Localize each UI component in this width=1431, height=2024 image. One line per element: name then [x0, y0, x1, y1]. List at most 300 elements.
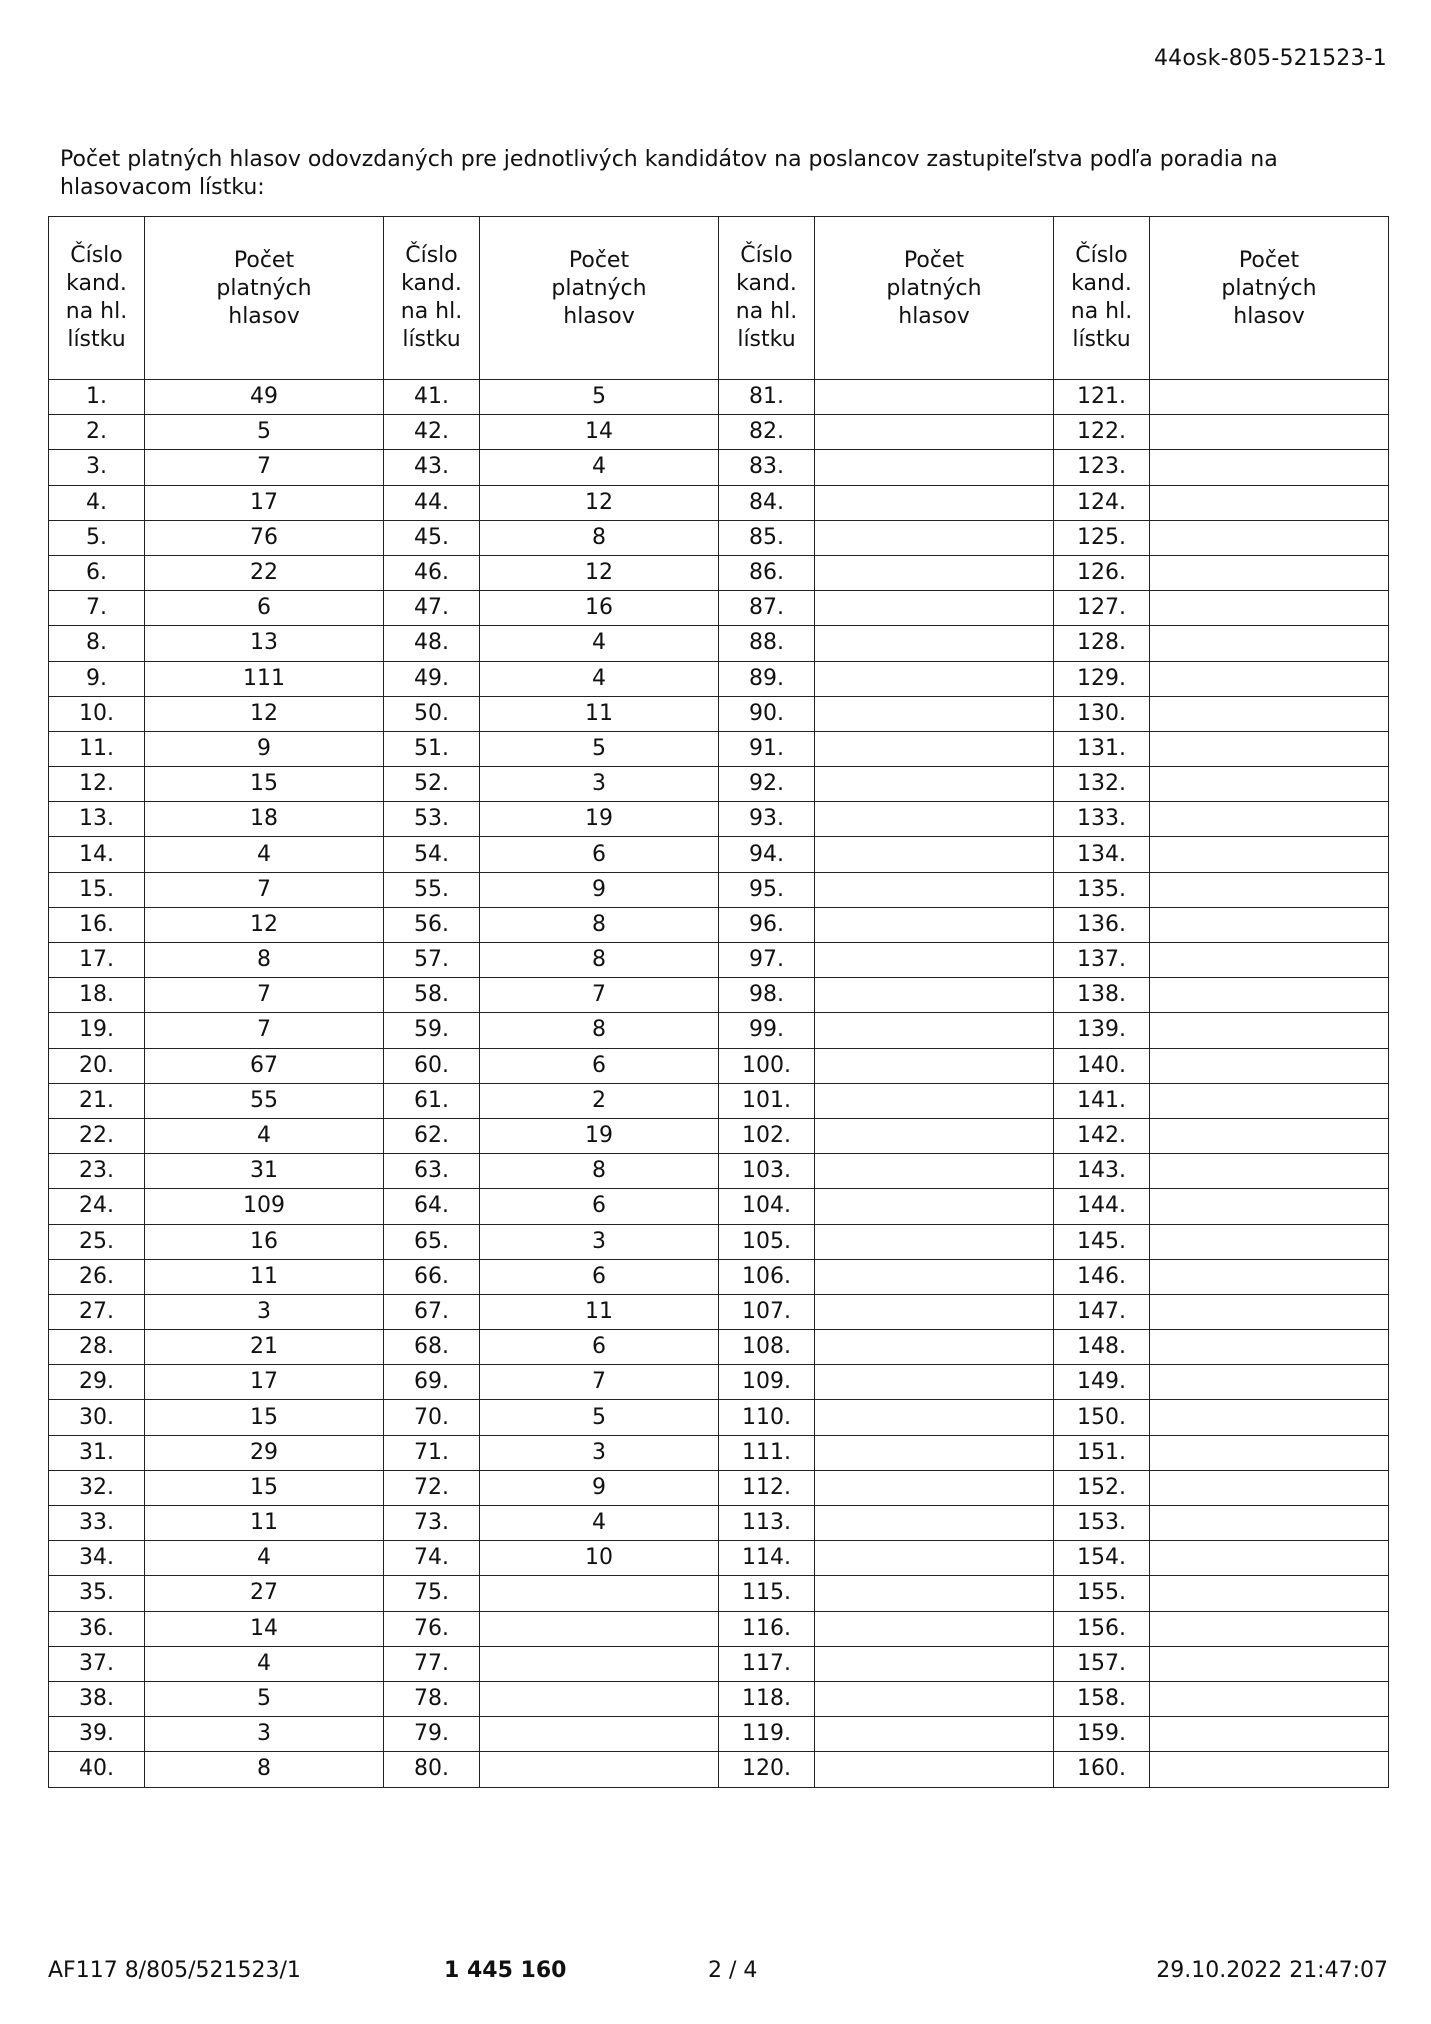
table-row	[49, 520, 1389, 555]
candidate-number: 47.	[384, 591, 480, 626]
candidate-number: 82.	[719, 415, 815, 450]
table-row	[49, 415, 1389, 450]
valid-votes	[815, 837, 1054, 872]
intro-text: Počet platných hlasov odovzdaných pre jednotlivých kandidátov na poslancov zastupiteľstva podľa poradia na hlasovacom lístku:	[60, 147, 1278, 200]
valid-votes: 19	[480, 802, 719, 837]
table-row	[49, 1576, 1389, 1611]
valid-votes: 6	[480, 837, 719, 872]
candidate-number: 131.	[1054, 731, 1150, 766]
header-line: Číslo	[1075, 243, 1128, 268]
candidate-number: 83.	[719, 450, 815, 485]
header-line: Číslo	[405, 243, 458, 268]
valid-votes: 8	[145, 943, 384, 978]
candidate-number: 76.	[384, 1611, 480, 1646]
table-row	[49, 837, 1389, 872]
candidate-number: 84.	[719, 485, 815, 520]
valid-votes	[1150, 591, 1389, 626]
header-valid-votes	[480, 217, 719, 380]
valid-votes: 12	[480, 555, 719, 590]
valid-votes	[815, 1576, 1054, 1611]
valid-votes: 17	[145, 1365, 384, 1400]
candidate-number: 32.	[49, 1470, 145, 1505]
valid-votes: 4	[480, 450, 719, 485]
candidate-number: 43.	[384, 450, 480, 485]
valid-votes	[1150, 520, 1389, 555]
valid-votes: 16	[480, 591, 719, 626]
candidate-number: 64.	[384, 1189, 480, 1224]
candidate-number: 92.	[719, 767, 815, 802]
header-line: na hl.	[65, 299, 128, 324]
control-number: 1 445 160	[444, 1958, 567, 1983]
candidate-number: 2.	[49, 415, 145, 450]
table-row	[49, 1365, 1389, 1400]
candidate-number: 72.	[384, 1470, 480, 1505]
candidate-number: 137.	[1054, 943, 1150, 978]
table-row	[49, 1541, 1389, 1576]
valid-votes: 3	[145, 1717, 384, 1752]
valid-votes	[480, 1752, 719, 1787]
valid-votes: 111	[145, 661, 384, 696]
candidate-number: 22.	[49, 1118, 145, 1153]
valid-votes	[1150, 1611, 1389, 1646]
candidate-number: 154.	[1054, 1541, 1150, 1576]
candidate-number: 42.	[384, 415, 480, 450]
candidate-number: 21.	[49, 1083, 145, 1118]
valid-votes: 9	[145, 731, 384, 766]
valid-votes	[1150, 907, 1389, 942]
valid-votes	[1150, 1189, 1389, 1224]
valid-votes	[1150, 943, 1389, 978]
candidate-number: 122.	[1054, 415, 1150, 450]
table-row	[49, 978, 1389, 1013]
valid-votes: 7	[145, 1013, 384, 1048]
valid-votes: 15	[145, 767, 384, 802]
candidate-number: 104.	[719, 1189, 815, 1224]
header-line: lístku	[402, 327, 461, 352]
valid-votes: 55	[145, 1083, 384, 1118]
candidate-number: 126.	[1054, 555, 1150, 590]
valid-votes: 27	[145, 1576, 384, 1611]
candidate-number: 89.	[719, 661, 815, 696]
valid-votes	[815, 1506, 1054, 1541]
table-row	[49, 1154, 1389, 1189]
valid-votes: 3	[145, 1294, 384, 1329]
candidate-number: 15.	[49, 872, 145, 907]
valid-votes: 21	[145, 1330, 384, 1365]
valid-votes	[815, 1365, 1054, 1400]
candidate-number: 33.	[49, 1506, 145, 1541]
table-row	[49, 1506, 1389, 1541]
candidate-number: 35.	[49, 1576, 145, 1611]
candidate-number: 129.	[1054, 661, 1150, 696]
candidate-number: 49.	[384, 661, 480, 696]
candidate-number: 86.	[719, 555, 815, 590]
valid-votes	[1150, 1470, 1389, 1505]
valid-votes: 12	[145, 696, 384, 731]
candidate-number: 14.	[49, 837, 145, 872]
candidate-number: 160.	[1054, 1752, 1150, 1787]
table-row	[49, 907, 1389, 942]
candidate-number: 128.	[1054, 626, 1150, 661]
candidate-number: 41.	[384, 380, 480, 415]
header-line: hlasov	[563, 304, 635, 329]
valid-votes: 4	[480, 1506, 719, 1541]
candidate-number: 85.	[719, 520, 815, 555]
valid-votes	[1150, 555, 1389, 590]
candidate-number: 93.	[719, 802, 815, 837]
valid-votes	[815, 1681, 1054, 1716]
valid-votes	[815, 1224, 1054, 1259]
valid-votes: 49	[145, 380, 384, 415]
candidate-number: 65.	[384, 1224, 480, 1259]
candidate-number: 106.	[719, 1259, 815, 1294]
valid-votes	[815, 767, 1054, 802]
valid-votes: 3	[480, 1435, 719, 1470]
table-row	[49, 1400, 1389, 1435]
table-row	[49, 1717, 1389, 1752]
candidate-number: 17.	[49, 943, 145, 978]
header-candidate-number	[1054, 217, 1150, 380]
valid-votes: 2	[480, 1083, 719, 1118]
candidate-number: 151.	[1054, 1435, 1150, 1470]
candidate-number: 138.	[1054, 978, 1150, 1013]
candidate-number: 74.	[384, 1541, 480, 1576]
candidate-number: 58.	[384, 978, 480, 1013]
candidate-number: 11.	[49, 731, 145, 766]
candidate-number: 136.	[1054, 907, 1150, 942]
valid-votes: 8	[480, 520, 719, 555]
valid-votes	[815, 1646, 1054, 1681]
valid-votes: 9	[480, 1470, 719, 1505]
candidate-number: 73.	[384, 1506, 480, 1541]
valid-votes	[1150, 767, 1389, 802]
valid-votes: 4	[145, 837, 384, 872]
valid-votes: 6	[480, 1259, 719, 1294]
valid-votes: 11	[480, 696, 719, 731]
candidate-number: 60.	[384, 1048, 480, 1083]
candidate-number: 109.	[719, 1365, 815, 1400]
header-line: hlasov	[1233, 304, 1305, 329]
header-line: lístku	[737, 327, 796, 352]
valid-votes	[480, 1576, 719, 1611]
valid-votes: 22	[145, 555, 384, 590]
valid-votes: 8	[480, 1154, 719, 1189]
valid-votes	[815, 802, 1054, 837]
valid-votes: 3	[480, 767, 719, 802]
header-line: kand.	[736, 271, 797, 296]
valid-votes	[815, 555, 1054, 590]
table-row	[49, 555, 1389, 590]
candidate-number: 135.	[1054, 872, 1150, 907]
valid-votes: 5	[145, 1681, 384, 1716]
candidate-number: 140.	[1054, 1048, 1150, 1083]
table-row	[49, 696, 1389, 731]
table-row	[49, 1048, 1389, 1083]
valid-votes	[1150, 626, 1389, 661]
valid-votes	[1150, 1013, 1389, 1048]
header-valid-votes	[145, 217, 384, 380]
valid-votes: 5	[480, 1400, 719, 1435]
table-row	[49, 1259, 1389, 1294]
candidate-number: 8.	[49, 626, 145, 661]
candidate-number: 54.	[384, 837, 480, 872]
candidate-number: 28.	[49, 1330, 145, 1365]
valid-votes	[815, 485, 1054, 520]
candidate-number: 111.	[719, 1435, 815, 1470]
candidate-number: 119.	[719, 1717, 815, 1752]
candidate-number: 158.	[1054, 1681, 1150, 1716]
valid-votes	[815, 1752, 1054, 1787]
candidate-number: 159.	[1054, 1717, 1150, 1752]
valid-votes: 8	[480, 943, 719, 978]
candidate-number: 4.	[49, 485, 145, 520]
table-row	[49, 872, 1389, 907]
header-candidate-number	[49, 217, 145, 380]
candidate-number: 98.	[719, 978, 815, 1013]
header-valid-votes	[1150, 217, 1389, 380]
candidate-number: 143.	[1054, 1154, 1150, 1189]
header-line: platných	[1221, 276, 1317, 301]
candidate-number: 108.	[719, 1330, 815, 1365]
candidate-number: 61.	[384, 1083, 480, 1118]
candidate-number: 79.	[384, 1717, 480, 1752]
table-row	[49, 943, 1389, 978]
candidate-number: 124.	[1054, 485, 1150, 520]
candidate-number: 3.	[49, 450, 145, 485]
valid-votes: 6	[480, 1048, 719, 1083]
candidate-number: 80.	[384, 1752, 480, 1787]
table-row	[49, 1083, 1389, 1118]
candidate-number: 36.	[49, 1611, 145, 1646]
candidate-number: 157.	[1054, 1646, 1150, 1681]
page-number: 2 / 4	[708, 1958, 758, 1983]
valid-votes	[1150, 837, 1389, 872]
valid-votes	[480, 1717, 719, 1752]
candidate-number: 125.	[1054, 520, 1150, 555]
candidate-number: 149.	[1054, 1365, 1150, 1400]
candidate-number: 25.	[49, 1224, 145, 1259]
candidate-number: 12.	[49, 767, 145, 802]
valid-votes: 18	[145, 802, 384, 837]
candidate-number: 9.	[49, 661, 145, 696]
candidate-number: 30.	[49, 1400, 145, 1435]
candidate-number: 56.	[384, 907, 480, 942]
valid-votes	[815, 1259, 1054, 1294]
valid-votes: 15	[145, 1400, 384, 1435]
valid-votes: 7	[145, 978, 384, 1013]
candidate-number: 39.	[49, 1717, 145, 1752]
candidate-number: 117.	[719, 1646, 815, 1681]
candidate-number: 139.	[1054, 1013, 1150, 1048]
candidate-number: 115.	[719, 1576, 815, 1611]
header-line: Číslo	[70, 243, 123, 268]
candidate-number: 70.	[384, 1400, 480, 1435]
candidate-number: 110.	[719, 1400, 815, 1435]
candidate-number: 94.	[719, 837, 815, 872]
valid-votes: 9	[480, 872, 719, 907]
candidate-number: 103.	[719, 1154, 815, 1189]
candidate-number: 38.	[49, 1681, 145, 1716]
valid-votes	[480, 1611, 719, 1646]
valid-votes	[815, 1541, 1054, 1576]
candidate-number: 19.	[49, 1013, 145, 1048]
candidate-number: 148.	[1054, 1330, 1150, 1365]
valid-votes	[815, 978, 1054, 1013]
table-row	[49, 661, 1389, 696]
candidate-number: 51.	[384, 731, 480, 766]
valid-votes	[815, 380, 1054, 415]
candidate-number: 121.	[1054, 380, 1150, 415]
valid-votes	[815, 591, 1054, 626]
header-candidate-number	[384, 217, 480, 380]
candidate-number: 6.	[49, 555, 145, 590]
candidate-number: 113.	[719, 1506, 815, 1541]
table-row	[49, 485, 1389, 520]
valid-votes	[1150, 1506, 1389, 1541]
valid-votes	[1150, 450, 1389, 485]
candidate-number: 116.	[719, 1611, 815, 1646]
valid-votes: 11	[145, 1506, 384, 1541]
valid-votes: 5	[480, 731, 719, 766]
candidate-number: 132.	[1054, 767, 1150, 802]
table-row	[49, 1646, 1389, 1681]
valid-votes	[1150, 415, 1389, 450]
header-line: hlasov	[228, 304, 300, 329]
candidate-number: 46.	[384, 555, 480, 590]
valid-votes	[1150, 1154, 1389, 1189]
table-row	[49, 802, 1389, 837]
header-line: kand.	[1071, 271, 1132, 296]
header-line: kand.	[401, 271, 462, 296]
header-line: Počet	[1238, 248, 1300, 273]
candidate-number: 127.	[1054, 591, 1150, 626]
valid-votes: 10	[480, 1541, 719, 1576]
table-row	[49, 731, 1389, 766]
candidate-number: 57.	[384, 943, 480, 978]
table-row	[49, 1118, 1389, 1153]
candidate-number: 141.	[1054, 1083, 1150, 1118]
candidate-number: 96.	[719, 907, 815, 942]
document-id: 44osk-805-521523-1	[1153, 46, 1387, 71]
valid-votes: 8	[480, 907, 719, 942]
header-line: hlasov	[898, 304, 970, 329]
valid-votes	[815, 626, 1054, 661]
candidate-number: 1.	[49, 380, 145, 415]
header-line: platných	[216, 276, 312, 301]
candidate-number: 144.	[1054, 1189, 1150, 1224]
valid-votes	[1150, 380, 1389, 415]
valid-votes	[815, 1330, 1054, 1365]
table-row	[49, 380, 1389, 415]
valid-votes	[1150, 1646, 1389, 1681]
valid-votes	[1150, 1294, 1389, 1329]
candidate-number: 130.	[1054, 696, 1150, 731]
candidate-number: 102.	[719, 1118, 815, 1153]
valid-votes: 12	[145, 907, 384, 942]
table-row	[49, 1435, 1389, 1470]
candidate-number: 71.	[384, 1435, 480, 1470]
valid-votes: 7	[480, 978, 719, 1013]
header-line: lístku	[67, 327, 126, 352]
header-line: lístku	[1072, 327, 1131, 352]
table-header-row	[49, 217, 1389, 380]
valid-votes	[1150, 1118, 1389, 1153]
candidate-number: 59.	[384, 1013, 480, 1048]
header-line: na hl.	[1070, 299, 1133, 324]
table-row	[49, 767, 1389, 802]
candidate-number: 120.	[719, 1752, 815, 1787]
candidate-number: 152.	[1054, 1470, 1150, 1505]
valid-votes: 29	[145, 1435, 384, 1470]
valid-votes: 14	[480, 415, 719, 450]
table-row	[49, 1013, 1389, 1048]
candidate-number: 155.	[1054, 1576, 1150, 1611]
valid-votes: 11	[480, 1294, 719, 1329]
candidate-number: 44.	[384, 485, 480, 520]
candidate-number: 142.	[1054, 1118, 1150, 1153]
candidate-number: 150.	[1054, 1400, 1150, 1435]
candidate-number: 66.	[384, 1259, 480, 1294]
header-line: na hl.	[400, 299, 463, 324]
valid-votes: 4	[480, 626, 719, 661]
valid-votes	[815, 696, 1054, 731]
candidate-number: 153.	[1054, 1506, 1150, 1541]
candidate-number: 52.	[384, 767, 480, 802]
candidate-number: 100.	[719, 1048, 815, 1083]
valid-votes	[815, 1470, 1054, 1505]
valid-votes	[1150, 1752, 1389, 1787]
candidate-number: 134.	[1054, 837, 1150, 872]
candidate-number: 7.	[49, 591, 145, 626]
candidate-number: 90.	[719, 696, 815, 731]
candidate-number: 146.	[1054, 1259, 1150, 1294]
valid-votes	[815, 661, 1054, 696]
table-row	[49, 591, 1389, 626]
valid-votes: 7	[480, 1365, 719, 1400]
candidate-number: 26.	[49, 1259, 145, 1294]
valid-votes	[815, 1154, 1054, 1189]
candidate-number: 97.	[719, 943, 815, 978]
header-line: platných	[886, 276, 982, 301]
table-row	[49, 1611, 1389, 1646]
candidate-number: 118.	[719, 1681, 815, 1716]
valid-votes: 4	[480, 661, 719, 696]
table-row	[49, 450, 1389, 485]
table-row	[49, 1330, 1389, 1365]
valid-votes	[1150, 1259, 1389, 1294]
valid-votes	[815, 1611, 1054, 1646]
candidate-number: 123.	[1054, 450, 1150, 485]
candidate-number: 114.	[719, 1541, 815, 1576]
valid-votes: 31	[145, 1154, 384, 1189]
table-row	[49, 1224, 1389, 1259]
candidate-number: 87.	[719, 591, 815, 626]
valid-votes: 14	[145, 1611, 384, 1646]
valid-votes	[1150, 1224, 1389, 1259]
valid-votes: 16	[145, 1224, 384, 1259]
candidate-number: 24.	[49, 1189, 145, 1224]
table-row	[49, 1189, 1389, 1224]
candidate-number: 37.	[49, 1646, 145, 1681]
valid-votes	[815, 943, 1054, 978]
valid-votes: 7	[145, 872, 384, 907]
candidate-number: 45.	[384, 520, 480, 555]
valid-votes	[480, 1646, 719, 1681]
candidate-number: 67.	[384, 1294, 480, 1329]
candidate-number: 107.	[719, 1294, 815, 1329]
valid-votes: 6	[480, 1189, 719, 1224]
valid-votes	[815, 1294, 1054, 1329]
